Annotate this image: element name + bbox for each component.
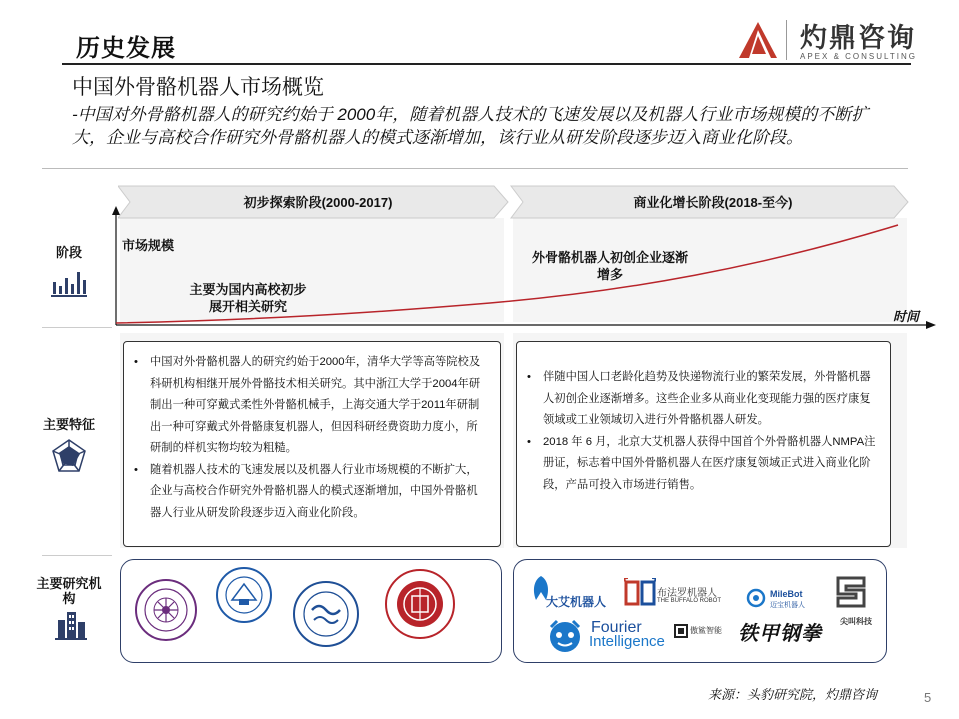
tiejia-logo-text: 铁甲钢拳: [738, 623, 822, 645]
jianjiao-logo-icon: [832, 574, 870, 610]
building-icon: [55, 610, 87, 640]
milebot-logo-en: MileBot: [770, 589, 803, 599]
ulsrobotics-logo-icon: [674, 624, 688, 638]
feature-item: • 中国对外骨骼机器人的研究约始于2000年，清华大学等高等院校及科研机构相继开展外骨骼技术相关研究。其中浙江大学于2004年研制出一种可穿戴式柔性外骨骼机械手，上海交通大学于2011年研制出一种可穿戴式外骨骼康复机器人，但因科研经费资助力度小，所研制的样机实物均较为粗糙。: [150, 352, 486, 460]
ulsrobotics-logo-text: 傲鲨智能: [690, 626, 722, 635]
logo-subtext: APEX & CONSULTING: [800, 52, 917, 61]
stage1-banner-label: 初步探索阶段(2000-2017): [243, 194, 393, 210]
fourier-logo-text2: Intelligence: [589, 633, 665, 650]
page-title: 历史发展: [76, 35, 176, 62]
side-divider: [42, 555, 112, 556]
daai-logo-text: 大艾机器人: [546, 595, 607, 609]
tongji-seal-icon: [215, 566, 273, 624]
feature-item: • 2018 年 6 月，北京大艾机器人获得中国首个外骨骼机器人NMPA注册证，标志着中国外骨骼机器人在医疗康复领域正式进入商业化阶段，产品可投入市场进行销售。: [543, 432, 876, 497]
stage1-note: 主要为国内高校初步展开相关研究: [189, 282, 307, 314]
features-right-box: [516, 341, 891, 547]
intro-paragraph: -中国对外骨骼机器人的研究约始于 2000年，随着机器人技术的飞速发展以及机器人行业市场规模的不断扩大，企业与高校合作研究外骨骼机器人的模式逐渐增加，该行业从研发阶段逐步迈入商业化阶段。: [72, 105, 869, 147]
buffalo-logo-cn: 布法罗机器人: [657, 588, 717, 599]
radar-chart-icon: [50, 438, 88, 474]
stage2-note: 外骨骼机器人初创企业逐渐增多: [531, 250, 688, 282]
buffalo-logo-en: THE BUFFALO ROBOT: [657, 598, 722, 604]
fourier-logo-icon: [543, 617, 587, 655]
feature-item: • 伴随中国人口老龄化趋势及快递物流行业的繁荣发展，外骨骼机器人初创企业逐渐增多。这些企业多从商业化变现能力强的医疗康复领域或工业领域切入进行外骨骼机器人研发。: [543, 367, 876, 432]
logo-divider: [786, 20, 787, 60]
features-label: 主要特征: [42, 417, 95, 432]
side-divider: [42, 327, 112, 328]
institutions-label: 主要研究机构: [36, 576, 102, 606]
source-note: 来源：头豹研究院，灼鼎咨询: [708, 687, 878, 702]
market-chart: [110, 205, 940, 335]
x-axis-label: 时间: [893, 309, 920, 324]
buffalo-logo-icon: [624, 578, 656, 606]
y-axis-arrow: [112, 206, 120, 215]
y-axis-label: 市场规模: [122, 238, 175, 253]
zju-seal-icon: [292, 580, 360, 648]
page-number: 5: [924, 690, 932, 705]
feature-item: • 随着机器人技术的飞速发展以及机器人行业市场规模的不断扩大，企业与高校合作研究外骨骼机器人的模式逐渐增加，中国外骨骼机器人行业从研发阶段逐步迈入商业化阶段。: [150, 460, 486, 525]
title-divider: [62, 63, 911, 65]
tsinghua-seal-icon: [134, 578, 198, 642]
stage-label: 阶段: [55, 245, 82, 260]
bar-chart-icon: [50, 268, 88, 298]
x-axis-arrow: [926, 321, 936, 329]
sjtu-seal-icon: [384, 568, 456, 640]
milebot-logo-cn: 迈宝机器人: [770, 602, 805, 609]
fourier-logo-text1: Fourier: [591, 619, 642, 636]
logo-triangle-icon: [735, 20, 781, 60]
jianjiao-logo-text: 尖叫科技: [840, 617, 872, 626]
section-subtitle: 中国外骨骼机器人市场概览: [72, 76, 324, 99]
stage2-banner-label: 商业化增长阶段(2018-至今): [633, 194, 793, 210]
milebot-logo-icon: [745, 588, 767, 608]
logo-text: 灼鼎咨询: [800, 23, 916, 53]
features-left-box: [123, 341, 501, 547]
section-divider: [42, 168, 908, 169]
